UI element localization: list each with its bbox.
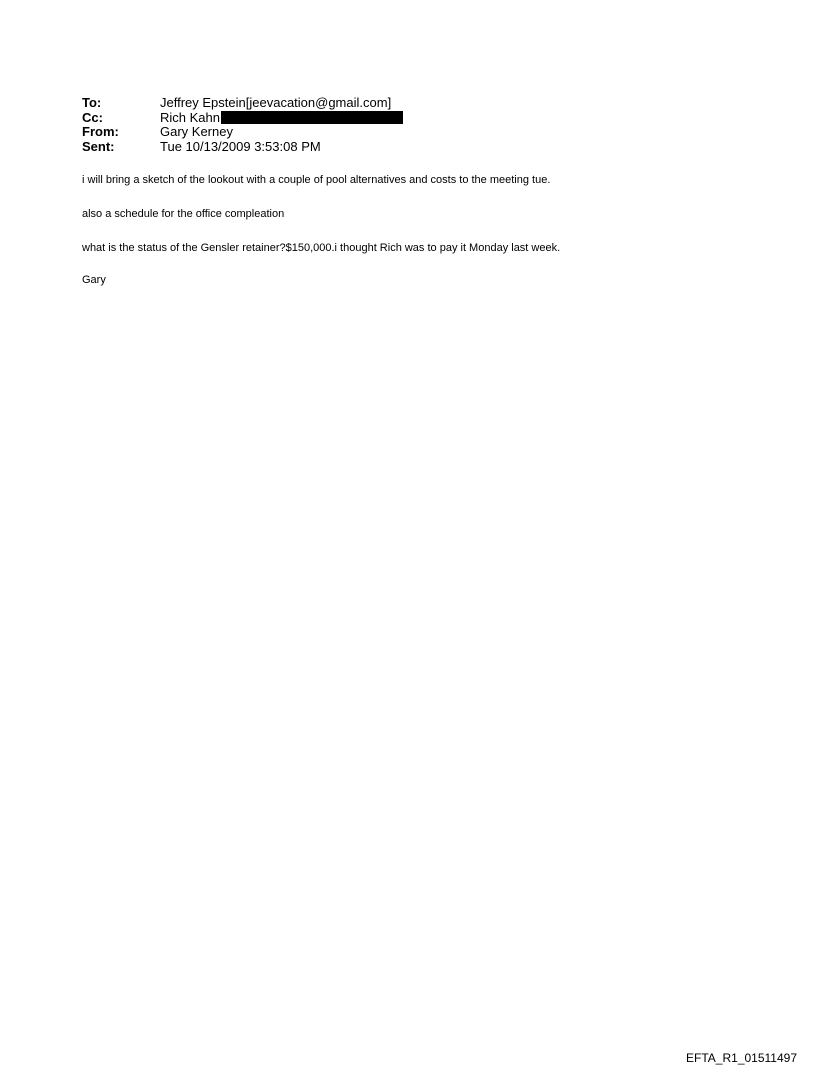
to-value: Jeffrey Epstein[jeevacation@gmail.com] [160, 95, 392, 110]
redaction-block [221, 111, 403, 124]
signature: Gary [82, 274, 106, 286]
sent-value: Tue 10/13/2009 3:53:08 PM [160, 138, 321, 154]
sent-label: Sent: [82, 138, 115, 154]
body-paragraph-2: also a schedule for the office compleation [82, 208, 285, 220]
from-label: From: [82, 124, 119, 139]
to-label: To: [82, 95, 102, 110]
cc-label: Cc: [82, 109, 103, 125]
cc-value-wrapper [160, 111, 403, 126]
body-paragraph-3: what is the status of the Gensler retainer?$150,000.i thought Rich was to pay it Monday last week. [82, 242, 561, 254]
cc-row [82, 111, 403, 126]
body-paragraph-1: i will bring a sketch of the lookout with a couple of pool alternatives and costs to the meeting tue. [82, 174, 551, 186]
sent-row [82, 140, 403, 155]
email-header [82, 96, 403, 154]
document-id: EFTA_R1_01511497 [686, 1051, 797, 1065]
from-value: Gary Kerney [160, 124, 233, 139]
to-row [82, 96, 403, 111]
cc-value: Rich Kahn [160, 109, 220, 125]
from-row [82, 125, 403, 140]
